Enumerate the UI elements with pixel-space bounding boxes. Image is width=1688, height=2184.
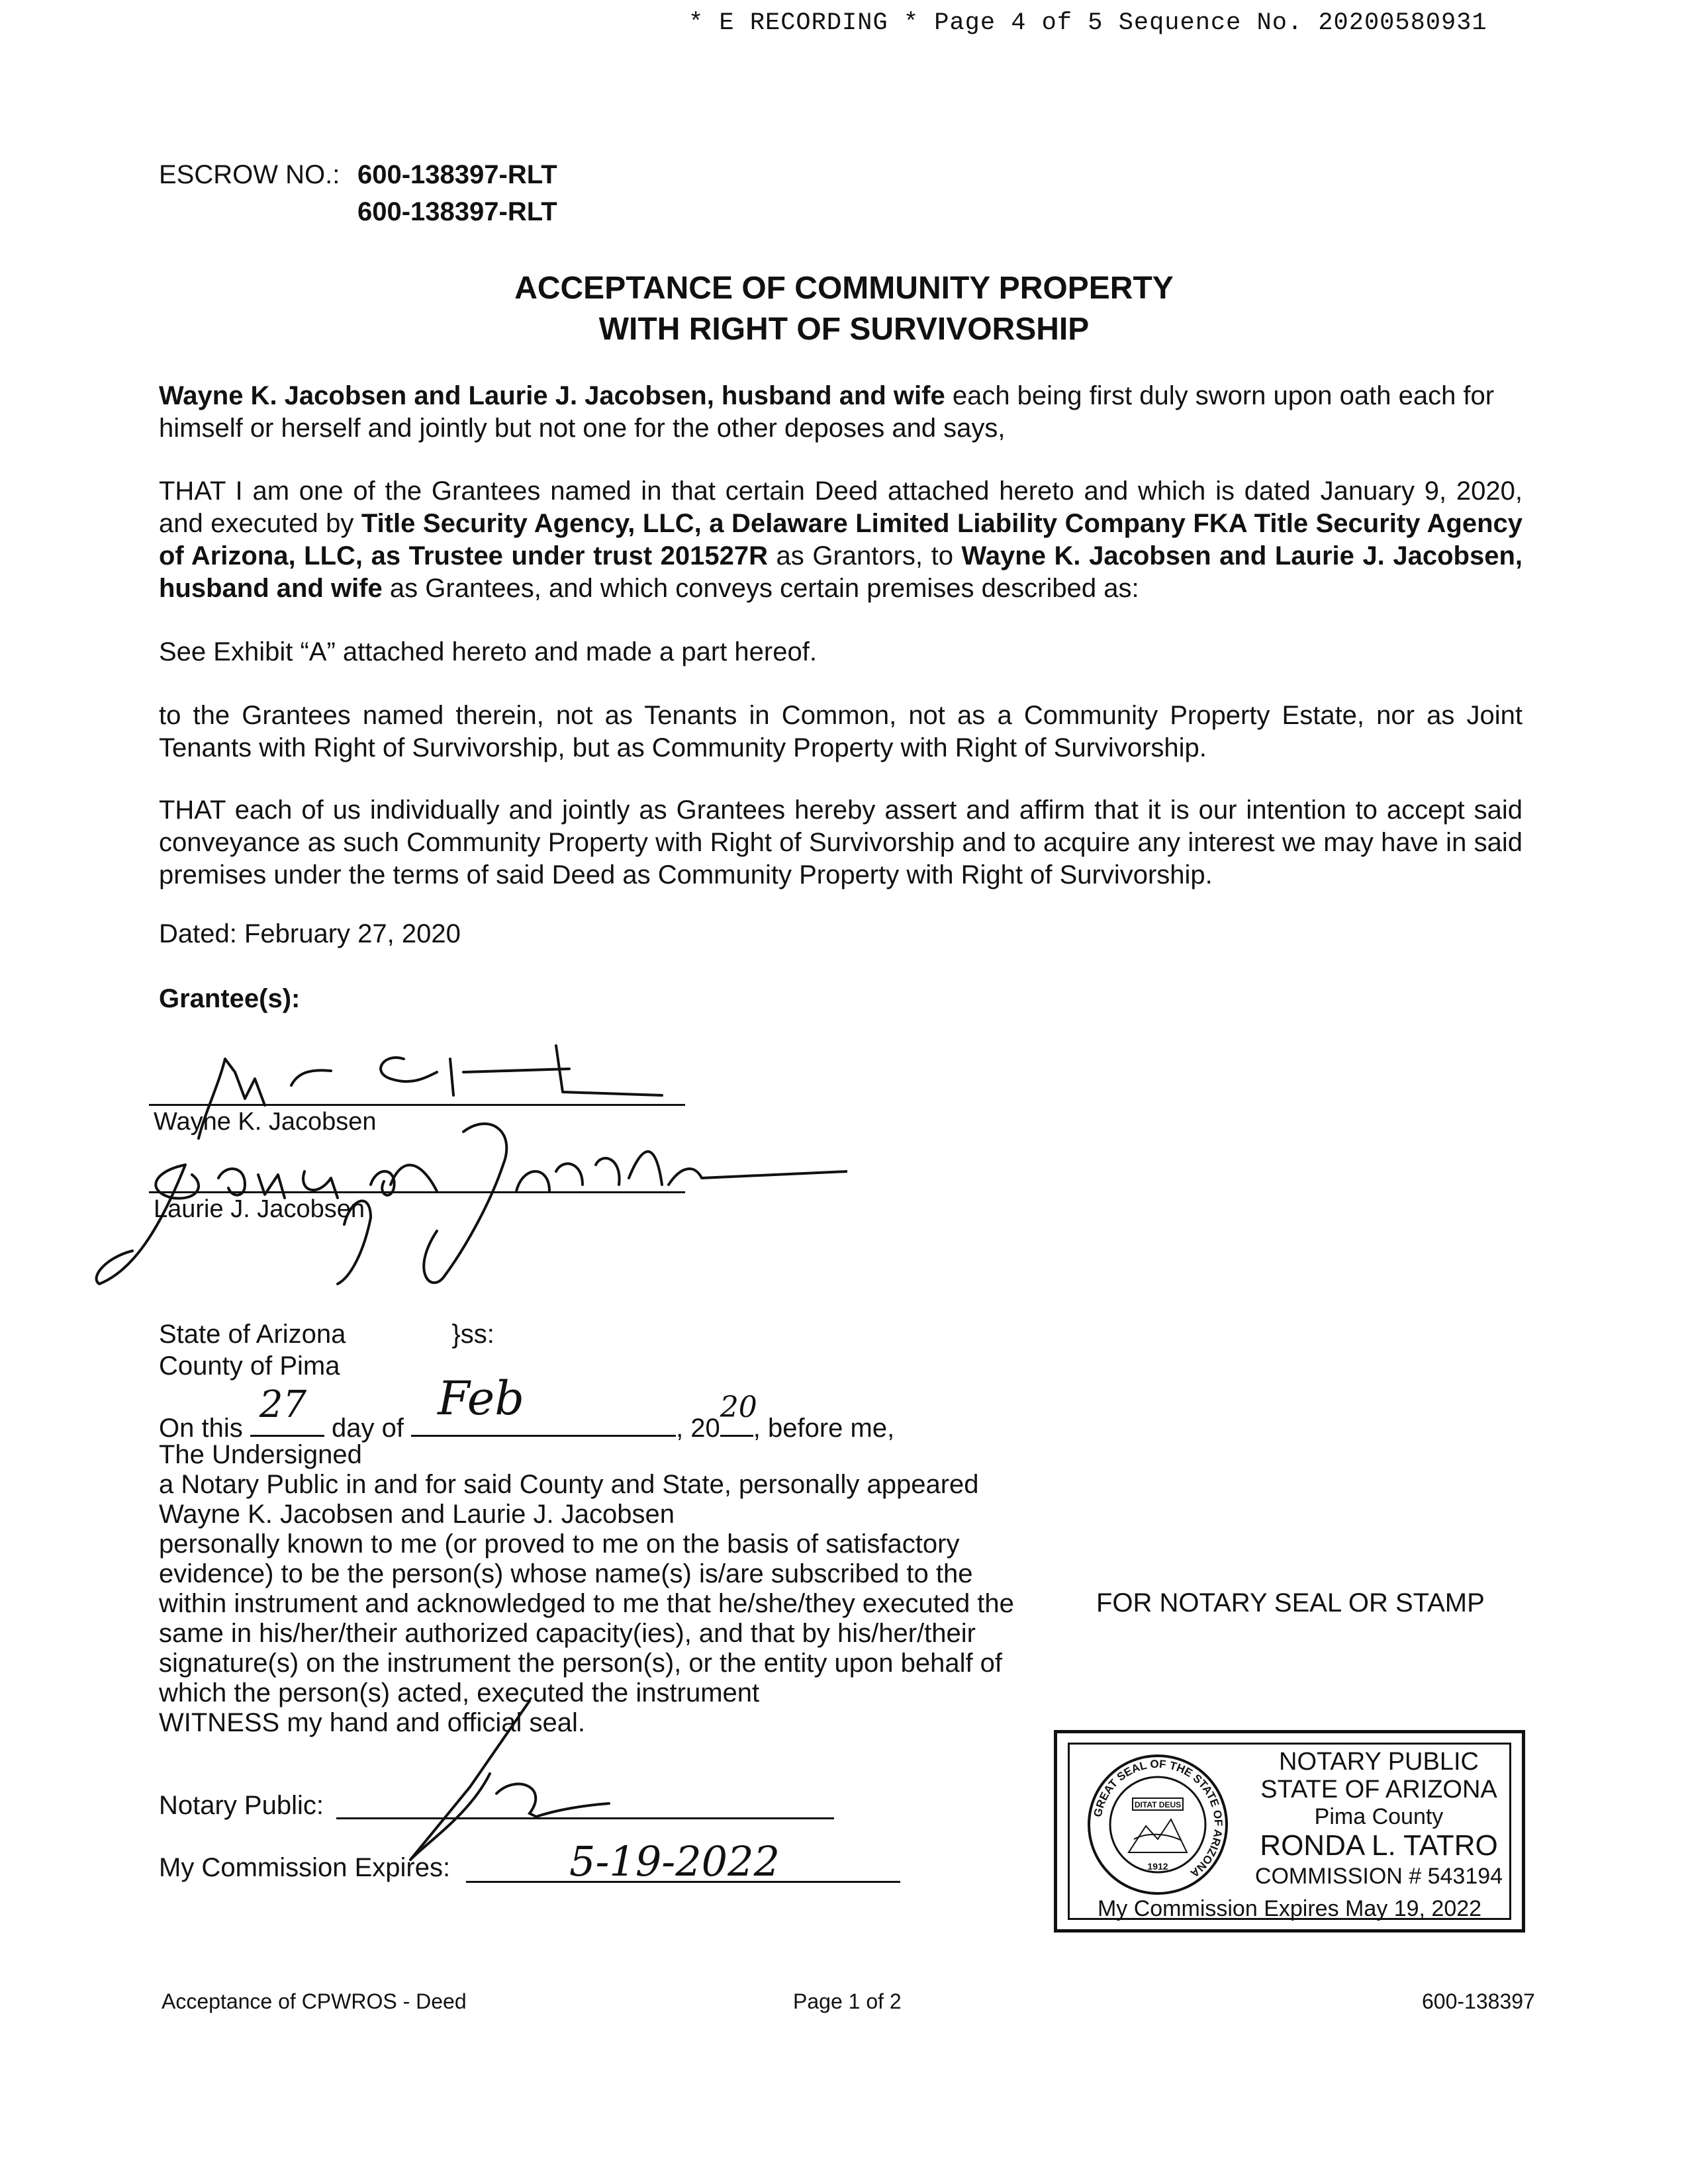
stamp-notary-name: RONDA L. TATRO	[1260, 1829, 1498, 1862]
commission-expires-label: My Commission Expires:	[159, 1853, 451, 1882]
before-me-text: , before me,	[753, 1414, 895, 1443]
footer-document-name: Acceptance of CPWROS - Deed	[162, 1989, 467, 2013]
stamp-county: Pima County	[1314, 1804, 1444, 1829]
stamp-expiration: My Commission Expires May 19, 2022	[1097, 1896, 1482, 1921]
notary-stamp	[1054, 1730, 1525, 1933]
ack-line: which the person(s) acted, executed the instrument	[159, 1678, 760, 1707]
ack-line: personally known to me (or proved to me on the basis of satisfactory	[159, 1529, 960, 1559]
arizona-state-seal-emblem	[1086, 1753, 1229, 1896]
exhibit-reference: See Exhibit “A” attached hereto and made a part hereof.	[159, 637, 817, 666]
footer-escrow-number: 600-138397	[1422, 1989, 1535, 2013]
handwritten-day: 27	[259, 1383, 307, 1426]
escrow-number: 600-138397-RLT	[357, 160, 557, 189]
title-line: ACCEPTANCE OF COMMUNITY PROPERTY	[514, 271, 1174, 306]
seal-motto: DITAT DEUS	[1134, 1800, 1182, 1809]
handwritten-month: Feb	[438, 1371, 525, 1426]
on-this-label: On this	[159, 1414, 243, 1443]
that-clause-text: as Grantees, and which conveys certain premises described as:	[382, 574, 1139, 603]
affirm-clause: THAT each of us individually and jointly as Grantees hereby assert and affirm that it is our intention to accept said conveyance as such Community Property with Right of Survivorship and to acquire any interest we may have in said premises under the terms of said Deed as Community Property with Right of Survivorship.	[159, 796, 1523, 889]
day-of-label: day of	[331, 1414, 404, 1443]
footer-page-number: Page 1 of 2	[793, 1989, 902, 2013]
escrow-label: ESCROW NO.:	[159, 160, 340, 189]
parties-names: Wayne K. Jacobsen and Laurie J. Jacobsen, husband and wife	[159, 381, 945, 410]
ack-line: signature(s) on the instrument the person(s), or the entity upon behalf of	[159, 1649, 1003, 1678]
seal-ring-text: GREAT SEAL OF THE STATE OF ARIZONA	[1091, 1757, 1225, 1880]
officer-name: The Undersigned	[159, 1440, 362, 1469]
venue-ss: }ss:	[451, 1320, 494, 1349]
venue-state: State of Arizona	[159, 1320, 346, 1349]
recording-header: * E RECORDING * Page 4 of 5 Sequence No. 20200580931	[688, 9, 1487, 37]
seal-year: 1912	[1147, 1861, 1168, 1872]
escrow-block	[159, 156, 557, 230]
handwritten-signatures	[93, 1032, 847, 1310]
title-line: WITH RIGHT OF SURVIVORSHIP	[598, 312, 1090, 347]
that-clause-paragraph	[159, 475, 1523, 605]
grantees-label: Grantee(s):	[159, 984, 301, 1013]
acknowledgment-date-line	[159, 1371, 895, 1443]
ack-line: a Notary Public in and for said County and State, personally appeared	[159, 1470, 979, 1499]
intro-text: each being first duly sworn upon oath each for himself or herself and jointly but not one for the other deposes and says,	[159, 381, 1495, 443]
ack-line: WITNESS my hand and official seal.	[159, 1708, 585, 1737]
that-clause-text: as Grantors, to	[767, 541, 962, 570]
stamp-state: STATE OF ARIZONA	[1260, 1776, 1497, 1803]
signer-name: Laurie J. Jacobsen	[154, 1195, 365, 1223]
escrow-number: 600-138397-RLT	[357, 197, 557, 226]
stamp-commission-number: COMMISSION # 543194	[1254, 1864, 1503, 1889]
year-prefix: , 20	[676, 1414, 720, 1443]
acknowledgment-body	[159, 1440, 1072, 1738]
handwritten-expiration: 5-19-2022	[569, 1837, 780, 1886]
handwritten-year: 20	[720, 1390, 757, 1424]
signer-name: Wayne K. Jacobsen	[154, 1108, 377, 1136]
grantee-names: Wayne K. Jacobsen and Laurie J. Jacobsen, husband and wife	[159, 541, 1523, 603]
ack-line: same in his/her/their authorized capacity(ies), and that by his/her/their	[159, 1619, 976, 1648]
ack-line: within instrument and acknowledged to me that he/she/they executed the	[159, 1589, 1014, 1618]
dated-line: Dated: February 27, 2020	[159, 919, 461, 948]
ack-line: evidence) to be the person(s) whose name(s) is/are subscribed to the	[159, 1559, 973, 1588]
grantees-clause: to the Grantees named therein, not as Tenants in Common, not as a Community Property Estate, nor as Joint Tenants with Right of Survivorship, but as Community Property with Right of Survivorship.	[159, 701, 1523, 762]
ack-line: Wayne K. Jacobsen and Laurie J. Jacobsen	[159, 1500, 675, 1529]
venue-county: County of Pima	[159, 1351, 340, 1381]
grantor-name: Title Security Agency, LLC, a Delaware Limited Liability Company FKA Title Security Agency of Arizona, LLC, as Trustee under trust 201527R	[159, 509, 1523, 570]
intro-paragraph	[159, 380, 1523, 445]
stamp-title: NOTARY PUBLIC	[1279, 1748, 1479, 1776]
notary-public-label: Notary Public:	[159, 1791, 324, 1820]
document-title	[0, 268, 1688, 350]
that-clause-text: THAT I am one of the Grantees named in that certain Deed attached hereto and which is dated January 9, 2020, and executed by	[159, 477, 1523, 538]
seal-area-label: FOR NOTARY SEAL OR STAMP	[1096, 1588, 1485, 1617]
